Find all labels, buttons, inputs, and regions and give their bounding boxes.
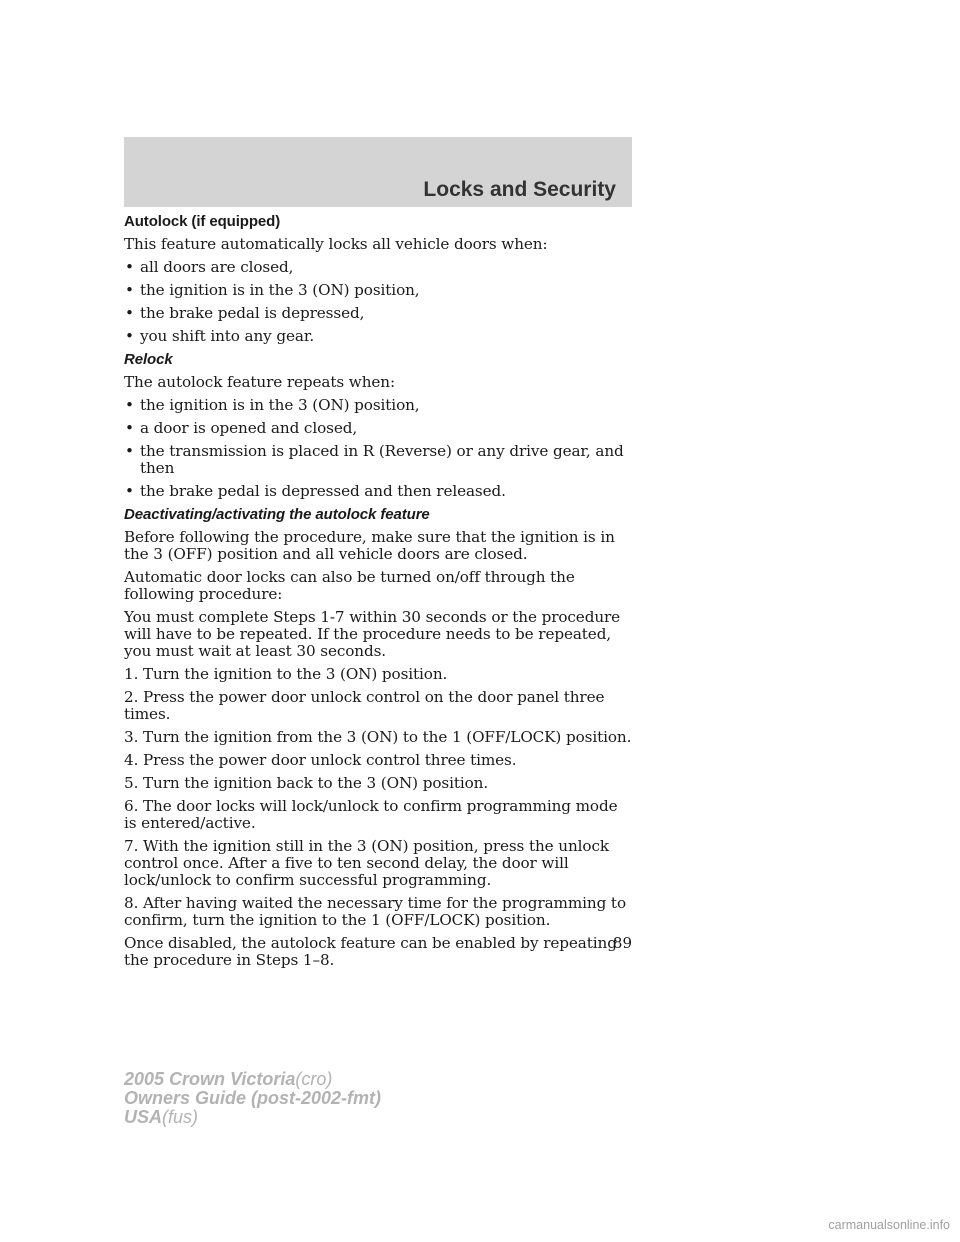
footer-line-1 [124, 1070, 381, 1089]
procedure-step: 7. With the ignition still in the 3 (ON) position, press the unlock control once. After a five to ten second delay, the door will lock/unlock to confirm successful programming. [124, 837, 609, 889]
procedure-step: 1. Turn the ignition to the 3 (ON) position. [124, 665, 448, 683]
autolock-conditions-list [124, 259, 634, 345]
procedure-step: 6. The door locks will lock/unlock to confirm programming mode is entered/active. [124, 797, 618, 832]
list-item: • the ignition is in the 3 (ON) position, [124, 282, 634, 299]
paragraph: Before following the procedure, make sure that the ignition is in the 3 (OFF) position and all vehicle doors are closed. [124, 528, 615, 563]
list-item: • the brake pedal is depressed and then released. [124, 483, 634, 500]
paragraph: You must complete Steps 1-7 within 30 seconds or the procedure will have to be repeated. If the procedure needs to be repeated, you must wait at least 30 seconds. [124, 608, 621, 660]
site-watermark: carmanualsonline.info [828, 1218, 950, 1232]
procedure-step: 3. Turn the ignition from the 3 (ON) to the 1 (OFF/LOCK) position. [124, 728, 632, 746]
closing-paragraph: Once disabled, the autolock feature can be enabled by repeating the procedure in Steps 1–8. [124, 934, 617, 969]
procedure-step: 5. Turn the ignition back to the 3 (ON) position. [124, 774, 489, 792]
footer-market-code: (fus) [162, 1107, 199, 1127]
relock-conditions-list [124, 397, 634, 500]
relock-intro: The autolock feature repeats when: [124, 373, 395, 391]
footer-guide: Owners Guide (post-2002-fmt) [124, 1088, 382, 1108]
page-number: 89 [612, 934, 632, 952]
list-item: • the brake pedal is depressed, [124, 305, 634, 322]
section-title: Locks and Security [423, 178, 616, 201]
list-item: • the ignition is in the 3 (ON) position, [124, 397, 634, 414]
autolock-intro: This feature automatically locks all vehicle doors when: [124, 235, 548, 253]
paragraph: Automatic door locks can also be turned on/off through the following procedure: [124, 568, 575, 603]
footer-line-2 [124, 1089, 381, 1108]
procedure-step: 8. After having waited the necessary time for the programming to confirm, turn the ignition to the 1 (OFF/LOCK) position. [124, 894, 626, 929]
autolock-heading: Autolock (if equipped) [124, 213, 281, 230]
footer-model-code: (cro) [295, 1069, 333, 1089]
procedure-step: 2. Press the power door unlock control on the door panel three times. [124, 688, 605, 723]
footer-line-3 [124, 1108, 381, 1127]
procedure-step: 4. Press the power door unlock control three times. [124, 751, 517, 769]
list-item: • the transmission is placed in R (Reverse) or any drive gear, and then [124, 443, 634, 477]
document-footer [124, 1070, 381, 1127]
section-header-bar [124, 137, 632, 207]
list-item: • you shift into any gear. [124, 328, 634, 345]
page-content [124, 213, 634, 975]
deactivating-heading: Deactivating/activating the autolock feature [124, 506, 430, 523]
footer-market: USA [124, 1107, 163, 1127]
relock-heading: Relock [124, 351, 173, 368]
footer-model: 2005 Crown Victoria [124, 1069, 296, 1089]
list-item: • a door is opened and closed, [124, 420, 634, 437]
list-item: • all doors are closed, [124, 259, 634, 276]
